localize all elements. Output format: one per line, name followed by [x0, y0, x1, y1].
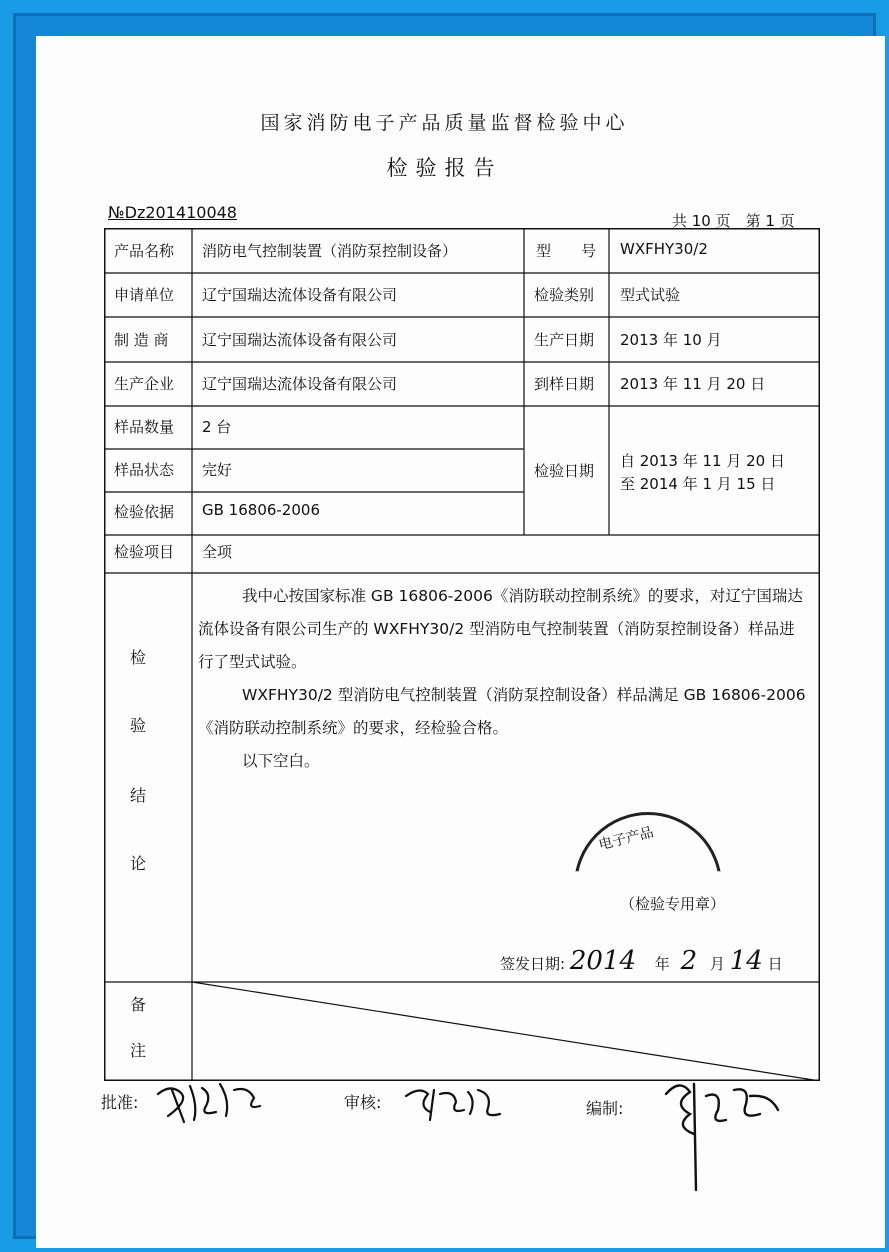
test-type-label: 检验类别	[534, 286, 595, 304]
reviewer-signature	[400, 1080, 510, 1126]
conclusion-label-char: 结	[130, 786, 147, 805]
applicant-value: 辽宁国瑞达流体设备有限公司	[202, 286, 398, 304]
issuing-organization: 国家消防电子产品质量监督检验中心	[260, 112, 629, 134]
model-value: WXFHY30/2	[620, 240, 708, 258]
editor-label: 编制:	[586, 1099, 624, 1118]
sample-state-label: 样品状态	[114, 461, 175, 479]
model-label: 型 号	[536, 242, 597, 260]
quantity-label: 样品数量	[114, 418, 175, 436]
report-number: №Dz201410048	[108, 203, 237, 222]
conclusion-label-char: 论	[130, 854, 147, 873]
basis-value: GB 16806-2006	[202, 501, 320, 519]
conclusion-paragraph: 我中心按国家标准 GB 16806-2006《消防联动控制系统》的要求，对辽宁国瑞达流体设备有限公司生产的 WXFHY30/2 型消防电气控制装置（消防泵控制设备）样品进行了型式试验。	[198, 587, 803, 671]
basis-label: 检验依据	[114, 503, 175, 521]
approver-signature	[150, 1076, 270, 1128]
manufacturer-value: 辽宁国瑞达流体设备有限公司	[202, 331, 398, 349]
approver-label: 批准:	[101, 1093, 139, 1112]
report-title: 检验报告	[386, 156, 503, 180]
test-items-label: 检验项目	[114, 543, 175, 561]
production-date-label: 生产日期	[534, 331, 595, 349]
arrival-date-value: 2013 年 11 月 20 日	[620, 375, 766, 393]
quantity-value: 2 台	[202, 418, 232, 436]
issue-day-handwritten: 14	[729, 946, 763, 976]
editor-signature	[650, 1074, 790, 1194]
producer-label: 生产企业	[114, 375, 175, 393]
product-name-label: 产品名称	[114, 242, 175, 260]
conclusion-paragraph: WXFHY30/2 型消防电气控制装置（消防泵控制设备）样品满足 GB 16806-2006《消防联动控制系统》的要求，经检验合格。	[198, 686, 806, 737]
remarks-label-char: 注	[130, 1041, 147, 1060]
test-date-from: 自 2013 年 11 月 20 日	[620, 452, 785, 470]
remarks-label-char: 备	[130, 995, 147, 1014]
reviewer-label: 审核:	[344, 1093, 382, 1112]
sample-state-value: 完好	[202, 461, 233, 479]
applicant-label: 申请单位	[114, 286, 175, 304]
producer-value: 辽宁国瑞达流体设备有限公司	[202, 375, 398, 393]
manufacturer-label: 制 造 商	[114, 331, 169, 349]
issue-date	[500, 946, 783, 976]
test-type-value: 型式试验	[620, 286, 681, 304]
arrival-date-label: 到样日期	[534, 375, 595, 393]
seal-text: 电子产品	[597, 824, 656, 854]
issue-day-unit: 日	[767, 955, 783, 973]
conclusion-label-char: 验	[130, 716, 147, 735]
seal-caption: （检验专用章）	[620, 895, 726, 913]
issue-month-unit: 月	[709, 955, 725, 973]
issue-year-unit: 年	[654, 955, 670, 973]
issue-date-label: 签发日期:	[500, 955, 566, 973]
test-date-label: 检验日期	[534, 462, 595, 480]
test-date-to: 至 2014 年 1 月 15 日	[620, 475, 776, 493]
production-date-value: 2013 年 10 月	[620, 331, 722, 349]
conclusion-text	[198, 580, 810, 778]
issue-month-handwritten: 2	[680, 946, 698, 976]
conclusion-paragraph: 以下空白。	[242, 752, 320, 770]
issue-year-handwritten: 2014	[569, 946, 637, 976]
product-name-value: 消防电气控制装置（消防泵控制设备）	[202, 242, 458, 260]
conclusion-label-char: 检	[130, 648, 147, 667]
test-items-value: 全项	[202, 543, 233, 561]
page-count: 共 10 页 第 1 页	[672, 212, 795, 230]
